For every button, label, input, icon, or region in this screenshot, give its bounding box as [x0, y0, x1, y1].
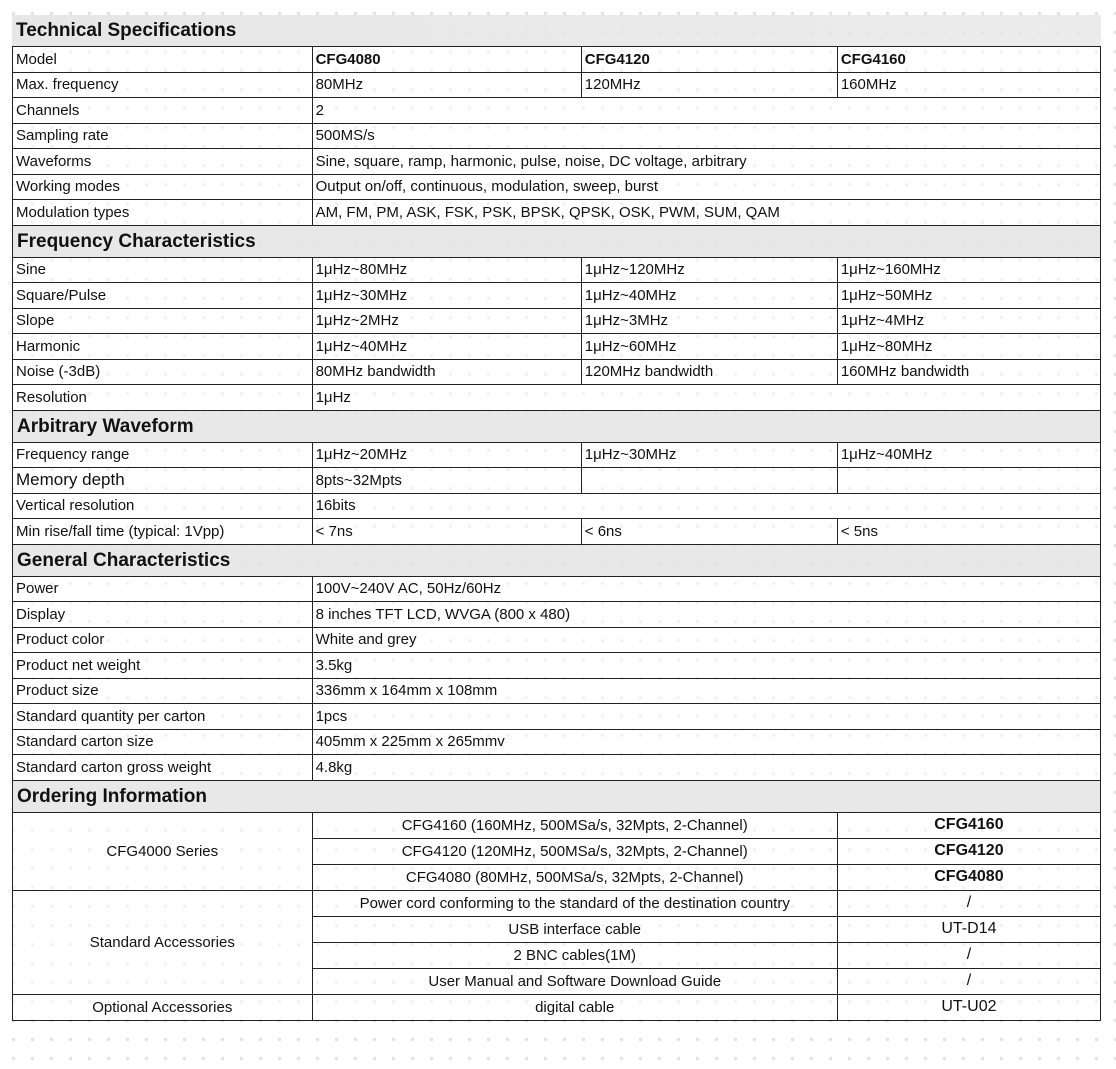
order-code: / [837, 942, 1100, 968]
spec-sheet [12, 15, 1101, 1021]
row-label: Square/Pulse [13, 283, 313, 309]
table-row [13, 755, 1101, 781]
table-row [13, 442, 1101, 468]
table-row [13, 576, 1101, 602]
cell-value: 1μHz~60MHz [581, 334, 837, 360]
cell-value [581, 468, 837, 494]
arbitrary-table [12, 442, 1101, 545]
row-label: Standard quantity per carton [13, 704, 313, 730]
row-label: Harmonic [13, 334, 313, 360]
row-label: Standard carton gross weight [13, 755, 313, 781]
cell-value: 1μHz~4MHz [837, 308, 1100, 334]
section-title-frequency: Frequency Characteristics [12, 226, 1101, 257]
cell-value: < 7ns [312, 519, 581, 545]
row-label: Product size [13, 678, 313, 704]
row-label: Model [13, 47, 313, 73]
cell-value: 336mm x 164mm x 108mm [312, 678, 1100, 704]
cell-value: 500MS/s [312, 123, 1100, 149]
cell-value: 1μHz~50MHz [837, 283, 1100, 309]
model-cfg4160: CFG4160 [837, 47, 1100, 73]
order-code: / [837, 968, 1100, 994]
section-title-ordering: Ordering Information [12, 781, 1101, 812]
cell-value: 1μHz~20MHz [312, 442, 581, 468]
cell-value: 1μHz~40MHz [581, 283, 837, 309]
cell-value: 80MHz [312, 72, 581, 98]
row-label: Min rise/fall time (typical: 1Vpp) [13, 519, 313, 545]
row-label: Product color [13, 627, 313, 653]
cell-value: 4.8kg [312, 755, 1100, 781]
group-label: Optional Accessories [13, 994, 313, 1020]
table-row [13, 47, 1101, 73]
group-label: Standard Accessories [13, 890, 313, 994]
row-label: Sine [13, 257, 313, 283]
order-code: UT-U02 [837, 994, 1100, 1020]
table-row [13, 98, 1101, 124]
cell-value: 120MHz [581, 72, 837, 98]
table-row [13, 283, 1101, 309]
table-row [13, 729, 1101, 755]
cell-value: 1μHz~40MHz [312, 334, 581, 360]
cell-value: 1μHz~40MHz [837, 442, 1100, 468]
order-code: / [837, 890, 1100, 916]
table-row [13, 678, 1101, 704]
group-label: CFG4000 Series [13, 812, 313, 890]
table-row [13, 704, 1101, 730]
table-row [13, 359, 1101, 385]
row-label: Product net weight [13, 653, 313, 679]
order-desc: CFG4080 (80MHz, 500MSa/s, 32Mpts, 2-Channel) [312, 864, 837, 890]
frequency-table [12, 257, 1101, 411]
row-label: Waveforms [13, 149, 313, 175]
table-row [13, 519, 1101, 545]
table-row [13, 123, 1101, 149]
table-row [13, 174, 1101, 200]
table-row [13, 334, 1101, 360]
table-row [13, 257, 1101, 283]
table-row [13, 308, 1101, 334]
row-label: Resolution [13, 385, 313, 411]
table-row [13, 602, 1101, 628]
table-row [13, 149, 1101, 175]
row-label: Display [13, 602, 313, 628]
cell-value: 405mm x 225mm x 265mmv [312, 729, 1100, 755]
table-row [13, 627, 1101, 653]
table-row [13, 653, 1101, 679]
row-label: Working modes [13, 174, 313, 200]
order-code: CFG4160 [837, 812, 1100, 838]
row-label: Max. frequency [13, 72, 313, 98]
order-desc: Power cord conforming to the standard of the destination country [312, 890, 837, 916]
table-row [13, 72, 1101, 98]
cell-value: 1μHz~80MHz [312, 257, 581, 283]
order-desc: CFG4160 (160MHz, 500MSa/s, 32Mpts, 2-Channel) [312, 812, 837, 838]
order-desc: 2 BNC cables(1M) [312, 942, 837, 968]
table-row [13, 493, 1101, 519]
cell-value: 16bits [312, 493, 1100, 519]
cell-value: 80MHz bandwidth [312, 359, 581, 385]
table-row [13, 200, 1101, 226]
row-label: Slope [13, 308, 313, 334]
cell-value: Sine, square, ramp, harmonic, pulse, noise, DC voltage, arbitrary [312, 149, 1100, 175]
cell-value: 1μHz~3MHz [581, 308, 837, 334]
model-cfg4080: CFG4080 [312, 47, 581, 73]
order-code: UT-D14 [837, 916, 1100, 942]
cell-value [837, 468, 1100, 494]
cell-value: 1μHz [312, 385, 1100, 411]
row-label: Memory depth [13, 468, 313, 494]
order-code: CFG4120 [837, 838, 1100, 864]
section-title-general: General Characteristics [12, 545, 1101, 576]
cell-value: < 6ns [581, 519, 837, 545]
cell-value: 160MHz [837, 72, 1100, 98]
cell-value: 8pts~32Mpts [312, 468, 581, 494]
row-label: Sampling rate [13, 123, 313, 149]
table-row [13, 812, 1101, 838]
cell-value: 2 [312, 98, 1100, 124]
cell-value: 120MHz bandwidth [581, 359, 837, 385]
cell-value: 160MHz bandwidth [837, 359, 1100, 385]
model-cfg4120: CFG4120 [581, 47, 837, 73]
section-title-technical: Technical Specifications [12, 15, 1101, 46]
technical-table [12, 46, 1101, 226]
order-desc: CFG4120 (120MHz, 500MSa/s, 32Mpts, 2-Channel) [312, 838, 837, 864]
row-label: Power [13, 576, 313, 602]
cell-value: 1μHz~120MHz [581, 257, 837, 283]
order-desc: digital cable [312, 994, 837, 1020]
cell-value: 1μHz~30MHz [312, 283, 581, 309]
section-title-arbitrary: Arbitrary Waveform [12, 411, 1101, 442]
order-desc: USB interface cable [312, 916, 837, 942]
general-table [12, 576, 1101, 781]
cell-value: < 5ns [837, 519, 1100, 545]
order-desc: User Manual and Software Download Guide [312, 968, 837, 994]
cell-value: 1pcs [312, 704, 1100, 730]
ordering-table [12, 812, 1101, 1021]
table-row [13, 994, 1101, 1020]
row-label: Channels [13, 98, 313, 124]
cell-value: 1μHz~2MHz [312, 308, 581, 334]
cell-value: 1μHz~80MHz [837, 334, 1100, 360]
cell-value: AM, FM, PM, ASK, FSK, PSK, BPSK, QPSK, OSK, PWM, SUM, QAM [312, 200, 1100, 226]
row-label: Frequency range [13, 442, 313, 468]
cell-value: 8 inches TFT LCD, WVGA (800 x 480) [312, 602, 1100, 628]
cell-value: 1μHz~160MHz [837, 257, 1100, 283]
row-label: Modulation types [13, 200, 313, 226]
table-row [13, 890, 1101, 916]
cell-value: 100V~240V AC, 50Hz/60Hz [312, 576, 1100, 602]
order-code: CFG4080 [837, 864, 1100, 890]
row-label: Standard carton size [13, 729, 313, 755]
row-label: Vertical resolution [13, 493, 313, 519]
cell-value: White and grey [312, 627, 1100, 653]
table-row [13, 385, 1101, 411]
table-row [13, 468, 1101, 494]
cell-value: Output on/off, continuous, modulation, sweep, burst [312, 174, 1100, 200]
cell-value: 3.5kg [312, 653, 1100, 679]
cell-value: 1μHz~30MHz [581, 442, 837, 468]
row-label: Noise (-3dB) [13, 359, 313, 385]
